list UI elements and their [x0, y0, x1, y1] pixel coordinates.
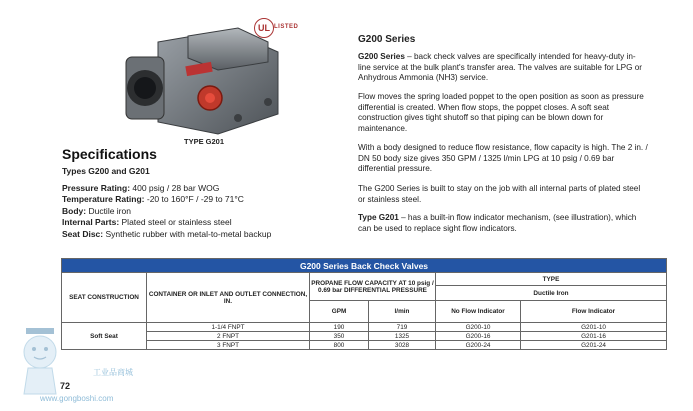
paragraph-materials: The G200 Series is built to stay on the job with all internal parts of plated steel or stainless steel. [358, 184, 641, 204]
header-type: TYPE [436, 273, 667, 286]
header-flow: PROPANE FLOW CAPACITY AT 10 psig / 0.69 bar DIFFERENTIAL PRESSURE [310, 273, 436, 301]
watermark-url: www.gongboshi.com [40, 394, 114, 403]
page-number: 72 [60, 381, 71, 391]
spec-row [62, 194, 271, 205]
spec-value: Ductile iron [86, 205, 131, 216]
lmin-cell: 1325 [369, 332, 436, 341]
conn-cell: 1-1/4 FNPT [147, 323, 310, 332]
spec-label: Internal Parts: [62, 217, 120, 228]
header-no-flow: No Flow Indicator [436, 301, 521, 323]
header-connection: CONTAINER OR INLET AND OUTLET CONNECTION, IN. [147, 273, 310, 323]
flow-cell: G201-10 [521, 323, 667, 332]
table-title: G200 Series Back Check Valves [62, 259, 667, 273]
watermark-cn-text: 工业品商城 [93, 368, 133, 377]
conn-cell: 3 FNPT [147, 341, 310, 350]
spec-row [62, 183, 271, 194]
watermark-mascot [0, 322, 150, 402]
specs-types: Types G200 and G201 [62, 166, 150, 176]
valve-illustration [118, 22, 288, 140]
g201-text: – has a built-in flow indicator mechanism, (see illustration), which can be used to replace sight flow indicators. [358, 213, 637, 233]
specs-heading: Specifications [62, 146, 157, 162]
spec-label: Seat Disc: [62, 228, 104, 239]
flow-cell: G201-24 [521, 341, 667, 350]
spec-row [62, 217, 271, 228]
spec-value: Plated steel or stainless steel [119, 217, 232, 228]
figure-caption: TYPE G201 [184, 137, 225, 146]
gpm-cell: 800 [310, 341, 369, 350]
intro-lead: G200 Series [358, 52, 405, 61]
gpm-cell: 190 [310, 323, 369, 332]
header-flow-indicator: Flow Indicator [521, 301, 667, 323]
header-lmin: l/min [369, 301, 436, 323]
flow-cell: G201-16 [521, 332, 667, 341]
table-row [62, 332, 667, 341]
paragraph-capacity: With a body designed to reduce flow resistance, flow capacity is high. The 2 in. / DN 50 body size gives 350 GPM / 1325 l/min LPG at 10 psig / 0.69 bar differential pressure. [358, 143, 648, 174]
header-gpm: GPM [310, 301, 369, 323]
lmin-cell: 3028 [369, 341, 436, 350]
ul-listed-label: LISTED [274, 24, 299, 30]
table-row [62, 341, 667, 350]
specs-list [62, 183, 271, 240]
series-heading: G200 Series [358, 34, 416, 45]
header-seat: SEAT CONSTRUCTION [62, 273, 147, 323]
noflow-cell: G200-24 [436, 341, 521, 350]
header-ductile: Ductile Iron [436, 286, 667, 301]
gpm-cell: 350 [310, 332, 369, 341]
paragraph-intro [358, 52, 648, 84]
spec-label: Pressure Rating: [62, 183, 131, 193]
spec-label: Body: [62, 205, 87, 216]
noflow-cell: G200-10 [436, 323, 521, 332]
table-row [62, 323, 667, 332]
spec-row [62, 206, 271, 217]
spec-value: Synthetic rubber with metal-to-metal backup [103, 228, 272, 239]
spec-value: 400 psig / 28 bar WOG [130, 183, 220, 193]
paragraph-g201 [358, 213, 648, 234]
paragraph-operation: Flow moves the spring loaded poppet to the open position as soon as pressure differential is created. When flow stops, the poppet closes. A soft seat construction gives tight shutoff so that piping can be blown down for maintenance. [358, 92, 644, 134]
g201-lead: Type G201 [358, 213, 399, 222]
spec-value: -20 to 160°F / -29 to 71°C [144, 194, 244, 205]
spec-row [62, 229, 271, 240]
seat-cell: Soft Seat [62, 323, 147, 350]
spec-label: Temperature Rating: [62, 194, 145, 205]
conn-cell: 2 FNPT [147, 332, 310, 341]
noflow-cell: G200-16 [436, 332, 521, 341]
lmin-cell: 719 [369, 323, 436, 332]
ul-logo: UL [254, 18, 274, 38]
valve-table [61, 258, 667, 350]
intro-text: – back check valves are specifically intended for heavy-duty in-line service at the bulk plant's transfer area. The valves are suitable for LPG or Anhydrous Ammonia (NH3) service. [358, 52, 643, 83]
